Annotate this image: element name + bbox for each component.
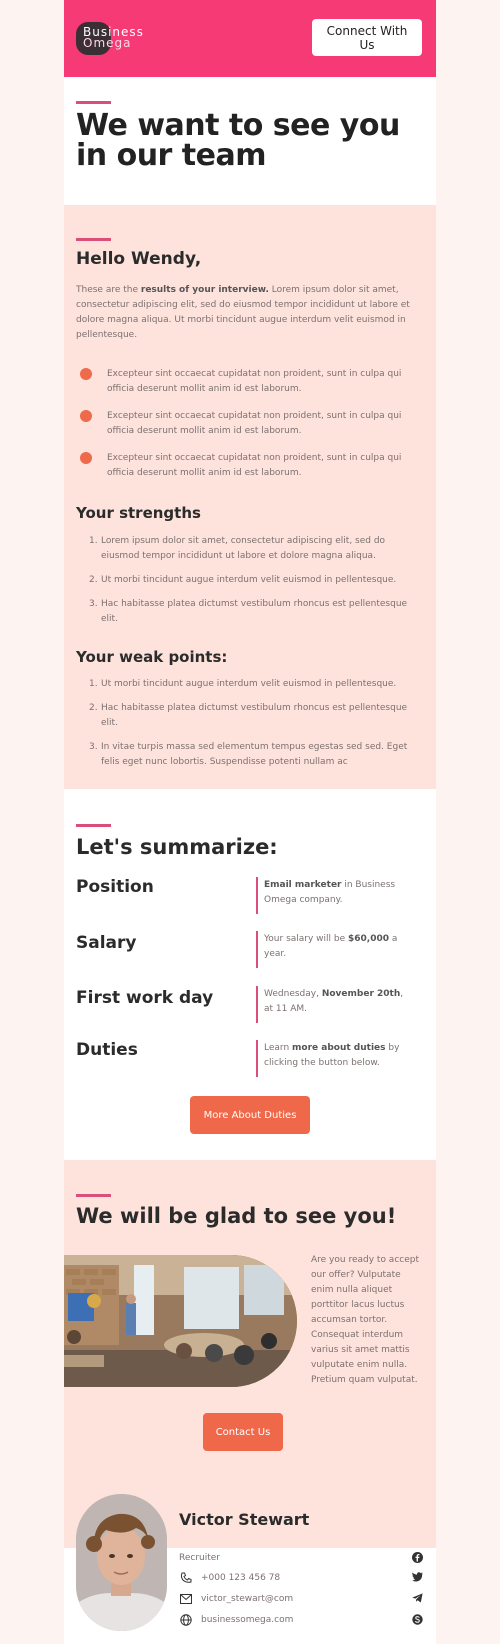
facebook-icon[interactable]: [411, 1551, 423, 1563]
weak-points-heading: Your weak points:: [76, 648, 228, 666]
glad-paragraph: Are you ready to accept our offer? Vulputate enim nulla aliquet porttitor lacus luctus accumsan tortor. Consequat interdum varius sit amet mattis vulputate enim nulla. Pretium quam vulputat.: [311, 1255, 419, 1385]
bullet-dot: [80, 452, 92, 464]
accent-line: [76, 824, 111, 827]
duties-value: Learn more about duties by clicking the button below.: [264, 1043, 400, 1068]
hero-section: [64, 77, 436, 205]
position-value: Email marketer in Business Omega company.: [264, 880, 396, 905]
recruiter-photo: [76, 1494, 167, 1631]
salary-value: Your salary will be $60,000 a year.: [264, 934, 398, 959]
intro-bold: results of your interview.: [140, 285, 269, 295]
website-link: businessomega.com: [201, 1615, 294, 1625]
list-item: 1. Ut morbi tincidunt augue interdum velit euismod in pellentesque.: [89, 679, 397, 689]
duties-label: Duties: [76, 1040, 138, 1060]
strengths-heading: Your strengths: [76, 504, 201, 522]
summary-heading: Let's summarize:: [76, 835, 278, 859]
avatar: [76, 1494, 167, 1631]
list-item: 3. In vitae turpis massa sed elementum tempus egestas sed sed. Eget felis eget nunc lobortis. Suspendisse potenti nullam ac: [89, 742, 408, 767]
telegram-icon[interactable]: [411, 1592, 423, 1604]
email-address: victor_stewart@com: [201, 1594, 294, 1604]
divider-bar: [256, 986, 258, 1023]
twitter-icon[interactable]: [411, 1571, 423, 1583]
phone-icon: [179, 1571, 193, 1585]
interview-section: [64, 205, 436, 789]
first-day-label: First work day: [76, 988, 214, 1008]
intro-rest: Lorem ipsum dolor sit amet, consectetur adipiscing elit, sed do eiusmod tempor incididunt ut labore et dolore magna aliqua. Ut morbi tincidunt augue interdum velit euismod in pellentesque.: [76, 285, 410, 340]
header-bar: [64, 0, 436, 77]
strengths-list: [89, 534, 424, 636]
divider-bar: [256, 1040, 258, 1077]
accent-line: [76, 1194, 111, 1197]
divider-bar: [256, 931, 258, 968]
list-item: 1. Lorem ipsum dolor sit amet, consectetur adipiscing elit, sed do eiusmod tempor incididunt ut labore et dolore magna aliqua.: [89, 536, 386, 561]
connect-button[interactable]: Connect With Us: [312, 19, 422, 56]
first-day-value: Wednesday, November 20th, at 11 AM.: [264, 989, 404, 1014]
weak-points-list: [89, 677, 424, 779]
team-photo: [64, 1255, 297, 1387]
office-meeting-image: [64, 1255, 297, 1387]
email-row[interactable]: [179, 1592, 293, 1606]
greeting-heading: Hello Wendy,: [76, 249, 202, 269]
logo[interactable]: [83, 27, 144, 49]
envelope-icon: [179, 1592, 193, 1606]
phone-number: +000 123 456 78: [201, 1573, 281, 1583]
contact-us-button[interactable]: Contact Us: [203, 1413, 283, 1451]
summary-section: [64, 789, 436, 1160]
list-item: 2. Hac habitasse platea dictumst vestibulum rhoncus est pellentesque elit.: [89, 703, 408, 728]
globe-icon: [179, 1613, 193, 1627]
salary-label: Salary: [76, 933, 137, 953]
bullet-dot: [80, 368, 92, 380]
logo-line1: Business: [83, 25, 144, 39]
glad-heading: We will be glad to see you!: [76, 1204, 397, 1228]
hero-title: We want to see you in our team: [76, 108, 400, 173]
accent-line: [76, 101, 111, 104]
email-container: [64, 0, 436, 1644]
bullet-item: Excepteur sint occaecat cupidatat non proident, sunt in culpa qui officia deserunt mollit anim id est laborum.: [107, 369, 402, 394]
position-label: Position: [76, 877, 154, 897]
bullet-dot: [80, 410, 92, 422]
skype-icon[interactable]: [411, 1613, 423, 1625]
intro-paragraph: [76, 283, 411, 343]
recruiter-name: Victor Stewart: [179, 1510, 310, 1529]
recruiter-role: Recruiter: [179, 1553, 221, 1563]
list-item: 3. Hac habitasse platea dictumst vestibulum rhoncus est pellentesque elit.: [89, 599, 408, 624]
logo-line2: Omega: [83, 36, 132, 50]
intro-prefix: These are the: [76, 285, 141, 295]
phone-row[interactable]: [179, 1571, 280, 1585]
website-row[interactable]: [179, 1613, 293, 1627]
bullet-item: Excepteur sint occaecat cupidatat non proident, sunt in culpa qui officia deserunt mollit anim id est laborum.: [107, 453, 402, 478]
glad-section: [64, 1160, 436, 1548]
more-about-duties-button[interactable]: More About Duties: [190, 1096, 310, 1134]
divider-bar: [256, 877, 258, 914]
list-item: 2. Ut morbi tincidunt augue interdum velit euismod in pellentesque.: [89, 575, 397, 585]
bullet-item: Excepteur sint occaecat cupidatat non proident, sunt in culpa qui officia deserunt mollit anim id est laborum.: [107, 411, 402, 436]
accent-line: [76, 238, 111, 241]
